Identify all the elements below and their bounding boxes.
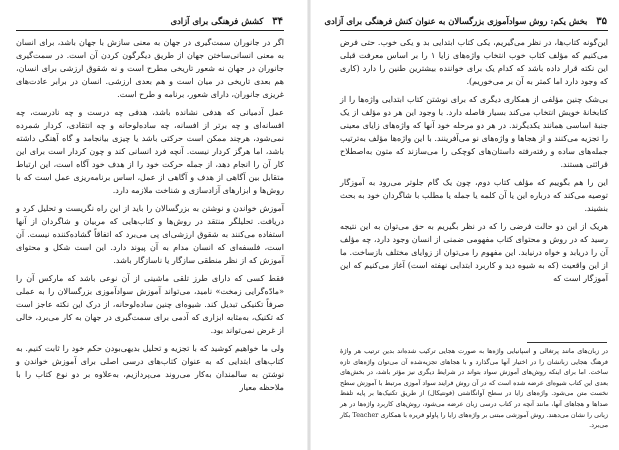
right-page <box>310 0 619 450</box>
right-paragraph-3: این را هم بگوییم که مؤلف کتاب دوم، چون یک گام جلوتر می‌رود به آموزگار توصیه می‌کند که درباره این یا آن کلمه یا جمله یا مطلب با شاگردان خود به بحث بنشیند. <box>340 178 608 213</box>
left-paragraph-5: ولی ما خواهیم کوشید که با تجزیه و تحلیل بدیهی‌بودن حکم خود را ثابت کنیم. به کتاب‌های ابتدایی که به عنوان کتاب‌های درسی اصلی برای آموزش خواندن و نوشتن به سالمندان به‌کار می‌روند می‌پردازیم، به‌علاوه بر دو نوع کتاب را با ملاحظه معیار <box>16 344 284 392</box>
right-paragraph-2: بی‌شک چنین مؤلفی از همکاری دیگری که برای نوشتن کتاب ابتدایی واژه‌ها را از کتابخانهٔ خویش انتخاب می‌کند بسیار فاصله دارد. با وجود این هر دو مؤلف از یک جنبهٔ اساسی همانند یکدیگرند. در هر دو مرحله خود آنها که واژه‌های زایای معینی را تجزیه می‌کنند و از هجاها و واژه‌های نو می‌آفرینند. با این واژه‌ها مؤلف به‌ترتیب جمله‌های ساده و رفته‌رفته داستان‌های کوچکی را می‌سازند که متون به‌اصطلاح قرائتی هستند. <box>340 95 608 169</box>
left-page-number: ۳۴ <box>272 16 283 27</box>
footnote-rule <box>527 342 607 343</box>
left-running-head <box>170 14 283 28</box>
right-body-text <box>340 36 608 286</box>
right-running-head <box>324 14 607 28</box>
right-paragraph-4: هریک از این دو حالت فرضی را که در نظر بگیریم به حق می‌توان به این نتیجه رسید که در روش و محتوای کتاب مفهومی ضمنی از انسان وجود دارد، چه مؤلف آن را دریابد و خواه درنیابد. این مفهوم را می‌توان از زوایای مختلف بازساخت. ما از این واقعیت (که به شیوه دید و کاربرد ابتدایی نهفته است) آغاز می‌کنیم که این آموزگار است که <box>340 222 608 283</box>
right-paragraph-1: این‌گونه کتاب‌ها، در نظر می‌گیریم، یکی کتاب ابتدایی بد و یکی خوب. حتی فرض می‌کنیم که مؤلف کتاب خوب انتخاب واژه‌های زایا ۱ را بر اساس معرفت قبلی این نکته قرار داده باشد که کدام یک برای خواننده بیشترین طنین را دارد (کاری که وجود دارد اما کمتر به آن بر می‌خوریم). <box>340 38 608 86</box>
left-paragraph-2: عمل آدمیانی که هدفی نشانده باشد، هدفی چه درست و چه نادرست، چه افسانه‌ای و چه برتر از افسانه، چه ساده‌لوحانه و چه انتقادی، کردار شمرده نمی‌شود، هرچند ممکن است حرکتی باشد یا چیزی بیانجامد و گاه آهنگی داشته باشد، اما هرگز کردار نیست. آنچه فرد انسانی کند و چون کردار است برای این کار آن را انجام دهد، از جمله حرکت خود را از هدف خود آگاه است، این ارتباط متقابل بین آگاهی از هدف و آگاهی از عمل، اساس برنامه‌ریزی عمل است که با روش‌ها و ابزارهای آزادسازی و شناخت ملازمه دارد. <box>16 108 284 195</box>
left-running-head-title: کشش فرهنگی برای آزادی <box>170 16 264 26</box>
right-running-head-title: بخش یکم: روش سوادآموزی بزرگسالان به عنوان کنش فرهنگی برای آزادی <box>324 16 588 26</box>
left-paragraph-3: آموزش خواندن و نوشتن به بزرگسالان را باید از این راه نگریست و تحلیل کرد و دریافت. تحلیلگر منتقد در روش‌ها و کتاب‌هایی که مربیان و شاگردان از آنها استفاده می‌کنند به شقوق ارزشی‌ای پی می‌برد که اتفاقاً گشاده‌کننده نیست. آن است، فلسفه‌ای که انسان مدام به آن پیوند دارد. این است شکل و محتوای آموزش که از نظر منطقی سازگار یا ناسازگار باشد. <box>16 204 284 265</box>
left-page <box>0 0 309 450</box>
left-paragraph-1: اگر در جانوران سمت‌گیری در جهان به معنی سازش با جهان باشد، برای انسان به معنی انسانی‌ساختن جهان از طریق دیگرگون کردن آن است. در سمت‌گیری جانوران در جهان نه شعور تاریخی مطرح است و نه شقوق ارزشی برای انسان، هم بعدی تاریخی در میان است و هم بعدی ارزشی. انسان در برابر عادت‌های غریزی جانوران، دارای شعور، برنامه و طرح است. <box>16 38 284 99</box>
right-page-number: ۳۵ <box>596 16 607 27</box>
right-header-rule <box>340 30 608 31</box>
footnote-text: در زبان‌های مانند پرتغالی و اسپانیایی واژه‌ها به صورت هجایی ترکیب شده‌اند بدین ترتیب هر واژهٔ فرهنگ هجایی زبانشان را در اختیار آنها می‌گذارد و با هجاهای تجزیه‌شده آن می‌توان واژه‌های تازه ساخت. اما برای اینکه روش‌های آموزش سواد بتواند در شرایط دیگری نیز مؤثر باشد، در بخش‌های بعدی این کتاب شیوه‌ای عرضه شده است که در آن روش فرایند سواد آموزی مرتبط با آموزش سطح نخست متن می‌شود. واژه‌های زایا در سطح آوانگاشتی (فونتیکال) از طریق تکنیک‌ها بر پایه تلفظ صداها و هجاهای آنها، مانند آنچه در کتاب درسی زبان عرضه می‌شود، روش‌های کاربرد واژه‌ها در هر زبانی را نشان می‌دهند. روش آموزشی مبتنی بر واژه‌های زایا را پاولو فریره با همکاری Teacher بکار می‌برد. <box>340 347 608 430</box>
left-header-rule <box>16 30 284 31</box>
left-paragraph-4: فقط کسی که دارای طرز تلقی ماشینی از آن نوعی باشد که مارکس آن را «مادّه‌گرایی زمخت» نامید، می‌تواند آموزش سوادآموزی بزرگسالان را به عملی صرفاً تکنیکی تبدیل کند. شیوه‌ای چنین ساده‌لوحانه، از درک این نکته عاجز است که تکنیک، به‌مثابه ابزاری که آدمی برای سمت‌گیری در جهان به کار می‌برد، خالی از غرض نمی‌تواند بود. <box>16 274 284 335</box>
footnote <box>340 346 608 431</box>
left-body-text <box>16 36 284 395</box>
